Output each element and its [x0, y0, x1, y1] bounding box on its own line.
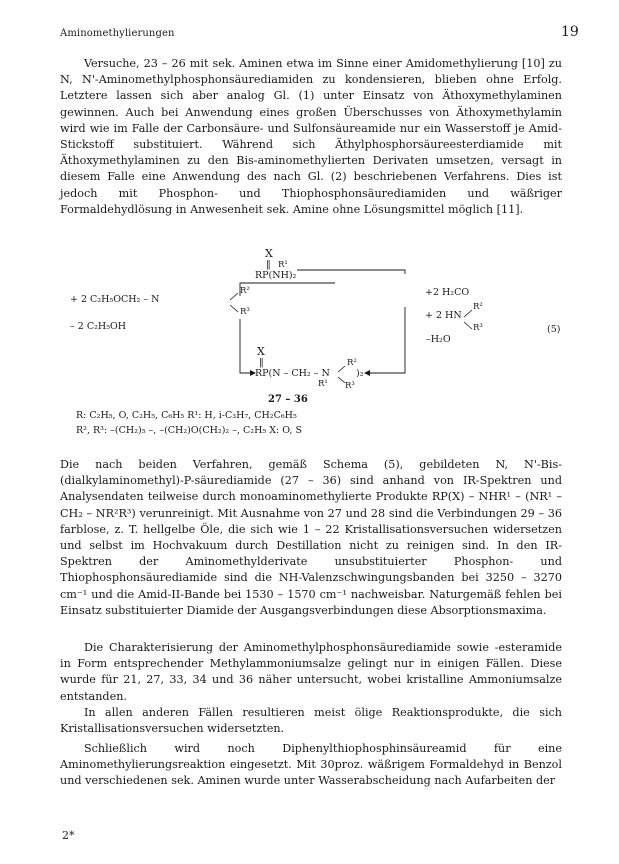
- paragraph-1: Versuche, 23 – 26 mit sek. Aminen etwa im Sinne einer Amidomethylierung [10] zu N, N'-Aminomethylphosphonsäurediamiden zu kondensieren, blieben ohne Erfolg. Letztere lassen sich aber analog Gl. (1) unter Einsatz von Äthoxymethylaminen gewinnen. Auch bei Anwendung eines großen Überschusses von Äthoxymethylamin wird wie im Falle der Carbonsäure- und Sulfonsäureamide nur ein Wasserstoff je Amid-Stickstoff substituiert. Während sich Äthylphosphorsäureesterdiamide mit Äthoxymethylaminen zu den Bis-aminomethylierten Derivaten umsetzen, versagt in diesem Falle eine Anwendung des nach Gl. (2) beschriebenen Verfahrens. Dies ist jedoch mit Phosphon- und Thiophosphonsäurediamiden und wäßriger Formaldehydlösung in Anwesenheit sek. Amine ohne Lösungsmittel möglich [11].: [60, 57, 562, 216]
- left-down-bracket: [240, 319, 250, 373]
- paragraph-2: Die nach beiden Verfahren, gemäß Schema (5), gebildeten N, N'-Bis-(dialkylaminomethyl)-P-säurediamide (27 – 36) sind anhand von IR-Spektren und Analysendaten teilweise durch monoaminomethylierte Produkte RP(X) – NHR¹ – (NR¹ – CH₂ – NR²R³) verunreinigt. Mit Ausnahme von 27 und 28 sind die Verbindungen 29 – 36 farblose, z. T. hellgelbe Öle, die sich wie 1 – 22 Kristallisationsversuchen widersetzen und selbst im Hochvakuum durch Destillation nicht zu reinigen sind. In den IR-Spektren der Aminomethylderivate unsubstituierter Phosphon- und Thiophosphonsäurediamide sind die NH-Valenzschwingungsbanden bei 3250 – 3270 cm⁻¹ und die Amid-II-Bande bei 1530 – 1570 cm⁻¹ nachweisbar. Naturgemäß fehlen bei Einsatz substituierter Diamide der Ausgangsverbindungen diese Absorptionsmaxima.: [60, 458, 562, 617]
- right-formaldehyde: +2 H₂CO: [425, 287, 470, 298]
- running-title: Aminomethylierungen: [60, 28, 175, 39]
- product-tail: )₂: [356, 368, 364, 379]
- right-amine: + 2 HN: [425, 310, 462, 321]
- paragraph-3: Die Charakterisierung der Aminomethylphosphonsäurediamide sowie -esteramide in Form entsprechender Methylammoniumsalze gelingt nur in einigen Fällen. Diese wurde für 21, 27, 33, 34 und 36 näher untersucht, wobei kristalline Ammoniumsalze entstanden.: [60, 641, 562, 703]
- left-amine-bond-down: [230, 305, 238, 312]
- right-arrowhead: [364, 370, 370, 376]
- top-x: X: [265, 247, 273, 260]
- product-formula: RP(N – CH₂ – N: [255, 368, 330, 379]
- right-amine-bond-up: [464, 310, 472, 317]
- right-water: –H₂O: [426, 334, 451, 345]
- top-formula: RP(NH)₂: [255, 270, 297, 281]
- legend-line-1: R: C₂H₅, O, C₂H₅, C₆H₅ R¹: H, i-C₃H₇, CH₂C₆H₅: [76, 410, 297, 421]
- paragraph-5: Schließlich wird noch Diphenylthiophosphinsäureamid für eine Aminomethylierungsreaktion eingesetzt. Mit 30proz. wäßrigem Formaldehyd in Benzol und verschiedenen sek. Aminen wurde unter Wasserabscheidung nach Aufarbeiten der: [60, 742, 562, 788]
- product-r2: R²: [347, 358, 357, 368]
- left-amine-bond-up: [230, 293, 238, 300]
- page-number: 19: [561, 24, 579, 40]
- top-left-bracket: [240, 283, 335, 296]
- equation-number: (5): [547, 324, 561, 335]
- top-double-bond: ‖: [266, 259, 271, 270]
- reaction-scheme: [60, 247, 562, 447]
- legend-line-2: R², R³: –(CH₂)₅ –, –(CH₂)O(CH₂)₂ –, C₂H₅ X: O, S: [76, 425, 302, 436]
- product-bond-down: [338, 377, 345, 383]
- product-bond-up: [338, 366, 345, 372]
- signature-mark: 2*: [62, 829, 75, 842]
- left-r3: R³: [240, 307, 250, 317]
- top-right-bracket: [297, 270, 405, 274]
- right-amine-bond-down: [464, 322, 472, 329]
- left-reagent: + 2 C₂H₅OCH₂ – N: [70, 294, 160, 305]
- bottom-x: X: [257, 345, 265, 358]
- right-r3: R³: [473, 323, 483, 333]
- product-r3: R³: [345, 381, 355, 391]
- left-byproduct: – 2 C₂H₅OH: [70, 321, 127, 332]
- right-r2: R²: [473, 302, 483, 312]
- bottom-double-bond: ‖: [259, 357, 264, 368]
- right-down-bracket: [370, 307, 405, 373]
- top-r1: R¹: [278, 260, 288, 270]
- product-r1: R¹: [318, 379, 328, 389]
- paragraph-4: In allen anderen Fällen resultieren meist ölige Reaktionsprodukte, die sich Kristallisationsversuchen widersetzten.: [60, 706, 562, 736]
- left-r2: R²: [240, 286, 250, 296]
- compound-range: 27 – 36: [268, 394, 308, 405]
